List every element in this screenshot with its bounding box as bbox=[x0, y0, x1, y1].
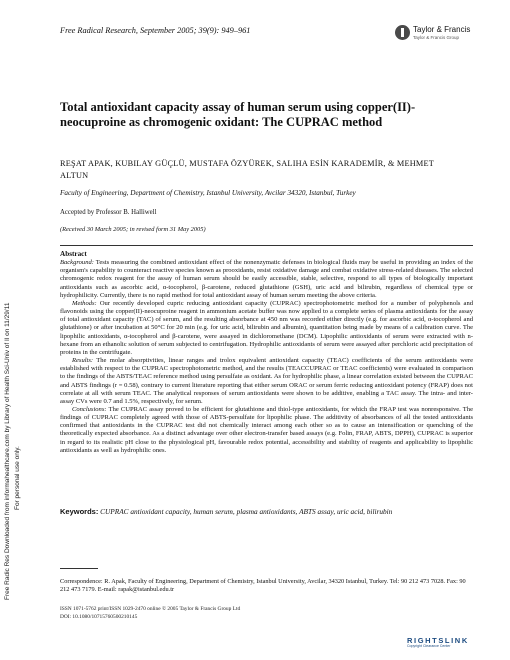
abstract-text: Tests measuring the combined antioxidant effect of the nonenzymatic defenses in biological fluids may be useful in providing an index of the organism's capability to counteract reactive species known as prooxidants, resist oxidative damage and combat oxidative stress-related diseases. The selected chromogenic redox reagent for the assay of human serum should be easily accessible, stable, selective, respond to all types of biologically important antioxidants such as ascorbic acid, α-tocopherol, β-carotene, reduced glutathione (GSH), uric acid and bilirubin, regardless of chemical type or hydrophilicity. Currently, there is no rapid method for total antioxidant assay of human serum meeting the above criteria. bbox=[60, 259, 473, 299]
received-dates: (Received 30 March 2005; in revised form 31 May 2005) bbox=[60, 226, 206, 233]
correspondence: Correspondence: R. Apak, Faculty of Engineering, Department of Chemistry, Istanbul University, Avcilar, 34320 Istanbul, Turkey. Tel: 90 212 473 7028. Fax: 90 212 473 7179. E-mail: rapak@istanbul.edu.tr bbox=[60, 578, 466, 593]
publisher-logo bbox=[395, 24, 475, 46]
abstract-text: Our recently developed cupric reducing antioxidant capacity (CUPRAC) spectrophotometric method for a number of polyphenols and flavonoids using the copper(II)-neocuproine reagent in ammonium acetate buffer was now applied to a complete series of plasma antioxidants for the assay of total antioxidant capacity (TAC) of serum, and the resulting absorbance at 450 nm was recorded either directly (e.g. for ascorbic acid, α-tocopherol and glutathione) or after incubation at 50°C for 20 min (e.g. for uric acid, bilirubin and albumin), quantitation being made by means of a calibration curve. The lipophilic antioxidants, α-tocopherol and β-carotene, were assayed in dichloromethane (DCM). Lipophilic antioxidants of serum were extracted with n-hexane from an ethanolic solution of serum subjected to centrifugation. Hydrophilic antioxidants of serum were assayed after perchloric acid precipitation of proteins in the centrifugate. bbox=[60, 299, 473, 356]
download-notice-line: For personal use only. bbox=[14, 446, 21, 510]
journal-citation: Free Radical Research, September 2005; 39(9): 949–961 bbox=[60, 26, 251, 35]
abstract bbox=[60, 250, 473, 455]
download-notice-line: Free Radic Res Downloaded from informahealthcare.com by Library of Health Sci-Univ of Il on 11/29/11 bbox=[4, 302, 11, 600]
abstract-paragraph bbox=[60, 357, 473, 406]
download-notice bbox=[0, 180, 30, 600]
abstract-section-label: Results: bbox=[72, 357, 94, 365]
abstract-section-label: Methods: bbox=[72, 299, 97, 307]
abstract-text: The CUPRAC assay proved to be efficient for glutathione and thiol-type antioxidants, for which the FRAP test was nonresponsive. The findings of CUPRAC completely agreed with those of ABTS-persulfate for lipophilic phase. The additivity of absorbances of all the tested antioxidants confirmed that antioxidants in the CUPRAC test did not chemically interact among each other so as to cause an intensification or quenching of the theoretically expected absorbance. As a distinct advantage over other electron-transfer based assays (e.g. Folin, FRAP, ABTS, DPPH), CUPRAC is superior in regard to its realistic pH close to the physiological pH, favourable redox potential, accessibility and stability of reagents and applicability to lipophilic antioxidants as well as hydrophilic ones. bbox=[60, 405, 473, 454]
abstract-text: The molar absorptivities, linear ranges and trolox equivalent antioxidant capacity (TEAC) coefficients of the serum antioxidants were established with respect to the CUPRAC spectrophotometric method, and the results (TEACCUPRAC or TEAC coefficients) were evaluated in comparison to the findings of the ABTS/TEAC reference method using persulfate as oxidant. As for hydrophilic phase, a linear correlation existed between the CUPRAC and ABTS findings (r = 0.58), contrary to current literature reporting that either serum ORAC or serum ferric reducing antioxidant potency (FRAP) does not correlate at all with serum TEAC. The analytical responses of serum antioxidants were shown to be additive, enabling a TAC assay. The intra- and inter-assay CVs were 0.7 and 1.5%, respectively, for serum. bbox=[60, 357, 473, 405]
abstract-section-label: Background: bbox=[60, 259, 94, 267]
rightslink-wordmark: RIGHTSLINK bbox=[407, 636, 469, 645]
divider bbox=[60, 245, 473, 246]
accepted-by: Accepted by Professor B. Halliwell bbox=[60, 209, 157, 216]
publisher-name: Taylor & Francis bbox=[413, 25, 471, 34]
publisher-subname: Taylor & Francis Group bbox=[413, 35, 460, 40]
keywords bbox=[60, 507, 473, 516]
publisher-logo-icon bbox=[395, 25, 410, 40]
abstract-section-label: Conclusions: bbox=[72, 405, 107, 413]
abstract-heading: Abstract bbox=[60, 250, 87, 258]
author-list: REŞAT APAK, KUBILAY GÜÇLÜ, MUSTAFA ÖZYÜREK, SALIHA ESİN KARADEMİR, & MEHMET ALTUN bbox=[60, 159, 434, 180]
issn-line: ISSN 1071-5762 print/ISSN 1029-2470 online © 2005 Taylor & Francis Group Ltd bbox=[60, 606, 241, 612]
article-title: Total antioxidant capacity assay of human serum using copper(II)-neocuproine as chromogenic oxidant: The CUPRAC method bbox=[60, 100, 416, 129]
keywords-list: CUPRAC antioxidant capacity, human serum, plasma antioxidants, ABTS assay, uric acid, bilirubin bbox=[100, 507, 393, 516]
doi-line: DOI: 10.1080/10715760500210145 bbox=[60, 613, 138, 620]
footnote-divider bbox=[60, 568, 98, 569]
rightslink-tagline: Copyright Clearance Center bbox=[407, 644, 451, 648]
rightslink-logo[interactable] bbox=[407, 636, 487, 652]
abstract-paragraph bbox=[60, 259, 473, 300]
affiliation: Faculty of Engineering, Department of Chemistry, Istanbul University, Avcilar 34320, Istanbul, Turkey bbox=[60, 189, 356, 197]
keywords-label: Keywords: bbox=[60, 507, 99, 516]
abstract-paragraph bbox=[60, 300, 473, 357]
publication-info bbox=[60, 606, 360, 621]
abstract-paragraph bbox=[60, 406, 473, 455]
